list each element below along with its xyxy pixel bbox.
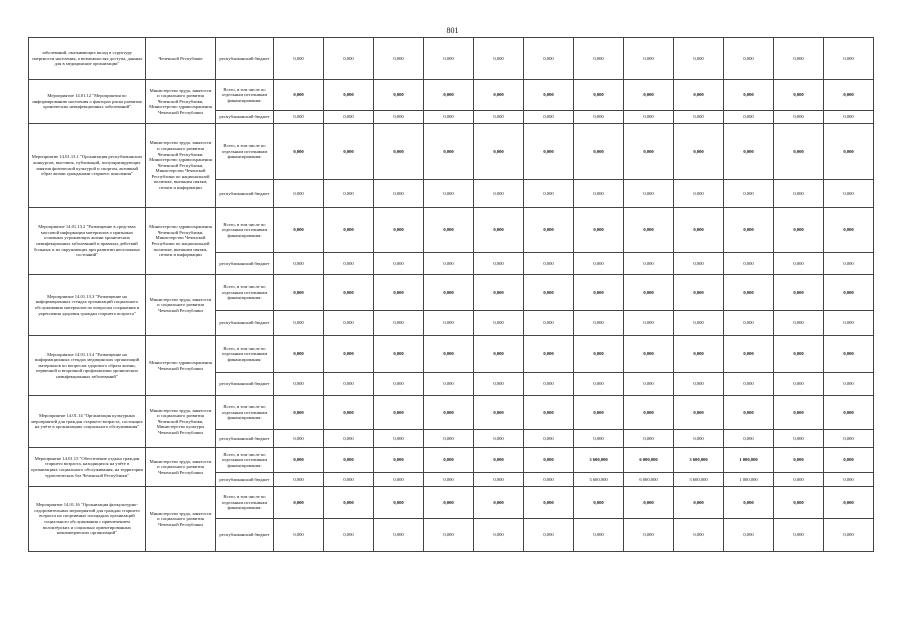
table-row [29, 38, 874, 80]
amount-cell: 0,000 [424, 275, 474, 311]
amount-cell: 0,000 [824, 336, 874, 373]
amount-cell: 0,000 [474, 80, 524, 111]
amount-cell: 0,000 [524, 275, 574, 311]
amount-cell: 0,000 [474, 373, 524, 396]
amount-cell: 0,000 [474, 519, 524, 552]
amount-cell: 0,000 [474, 336, 524, 373]
amount-cell: 0,000 [774, 253, 824, 275]
amount-cell: 0,000 [474, 275, 524, 311]
funding-source: республиканский бюджет [216, 373, 274, 396]
amount-cell: 0,000 [774, 336, 824, 373]
amount-cell: 0,000 [774, 80, 824, 111]
amount-cell: 0,000 [824, 124, 874, 180]
amount-cell: 0,000 [574, 80, 624, 111]
amount-cell: 0,000 [524, 208, 574, 253]
amount-cell: 0,000 [324, 373, 374, 396]
amount-cell: 0,000 [374, 38, 424, 80]
amount-cell: 0,000 [674, 487, 724, 519]
table-row [29, 487, 874, 519]
amount-cell: 0,000 [274, 80, 324, 111]
amount-cell: 0,000 [274, 180, 324, 208]
amount-cell: 0,000 [624, 275, 674, 311]
amount-cell: 0,000 [324, 253, 374, 275]
amount-cell: 0,000 [324, 396, 374, 430]
amount-cell: 0,000 [824, 275, 874, 311]
activity-description: Мероприятие 14.01.13.4 "Размещение на информационных стендах медицинских организаций материалов по вопросам здорового образа жизни, первичной и вторичной профилактики хронических неинфекционных заболеваний" [29, 336, 146, 396]
table-row [29, 80, 874, 111]
amount-cell: 0,000 [374, 396, 424, 430]
amount-cell: 0,000 [274, 275, 324, 311]
funding-source: республиканский бюджет [216, 519, 274, 552]
amount-cell: 0,000 [574, 311, 624, 336]
amount-cell: 0,000 [574, 38, 624, 80]
amount-cell: 0,000 [474, 253, 524, 275]
amount-cell: 0,000 [524, 487, 574, 519]
amount-cell: 0,000 [574, 253, 624, 275]
activity-description: заболеваний, оказывающих вклад в структуру смертности населения, а возможностях доступа, данных для в медицинские организации" [29, 38, 146, 80]
amount-cell: 0,000 [424, 111, 474, 124]
funding-source: республиканский бюджет [216, 180, 274, 208]
responsible-executor: Министерство труда, занятости и социального развития Чеченской Республики [146, 275, 216, 336]
amount-cell: 0,000 [624, 124, 674, 180]
amount-cell: 0,000 [424, 208, 474, 253]
amount-cell: 0,000 [274, 396, 324, 430]
responsible-executor: Министерство здравоохранения Чеченской Республики, Министерство Чеченской Республики по национальной политике, внешним связям, печати и информации [146, 208, 216, 275]
amount-cell: 0,000 [274, 373, 324, 396]
responsible-executor: Министерство труда, занятости и социального развития Чеченской Республики, Министерство здравоохранения Чеченской Республики [146, 80, 216, 124]
amount-cell: 0,000 [824, 253, 874, 275]
amount-cell: 0,000 [274, 311, 324, 336]
financing-table [28, 37, 874, 552]
amount-cell: 0,000 [824, 373, 874, 396]
amount-cell: 0,000 [724, 124, 774, 180]
responsible-executor: Министерство здравоохранения Чеченской Республики [146, 336, 216, 396]
amount-cell: 0,000 [424, 80, 474, 111]
amount-cell: 0,000 [824, 180, 874, 208]
funding-source: республиканский бюджет [216, 311, 274, 336]
amount-cell: 0,000 [324, 80, 374, 111]
responsible-executor: Министерство труда, занятости и социального развития Чеченской Республики, Министерство здравоохранения Чеченской Республики, Министерство Чеченской Республики по национальной политике, внешним связям, печати и информации [146, 124, 216, 208]
amount-cell: 0,000 [724, 111, 774, 124]
amount-cell: 0,000 [424, 519, 474, 552]
funding-source: Всего, в том числе по отдельным источникам финансирования: [216, 124, 274, 180]
page-number: 801 [446, 26, 459, 35]
amount-cell: 0,000 [574, 111, 624, 124]
amount-cell: 0,000 [624, 311, 674, 336]
amount-cell: 6 000,000 [624, 448, 674, 473]
table-row [29, 124, 874, 180]
amount-cell: 0,000 [724, 487, 774, 519]
amount-cell: 0,000 [474, 396, 524, 430]
table-row [29, 208, 874, 253]
activity-description: Мероприятие 14.01.13.3 "Размещение на информационных стендах организаций социального обслуживания материалов по вопросам сохранения и укрепления здоровья граждан старшего возраста" [29, 275, 146, 336]
amount-cell: 0,000 [824, 396, 874, 430]
funding-source: Всего, в том числе по отдельным источникам финансирования: [216, 448, 274, 473]
amount-cell: 0,000 [774, 473, 824, 487]
amount-cell: 0,000 [524, 38, 574, 80]
amount-cell: 1 000,000 [724, 448, 774, 473]
table-body [29, 38, 874, 552]
responsible-executor: Министерство труда, занятости и социального развития Чеченской Республики [146, 487, 216, 552]
amount-cell: 0,000 [774, 111, 824, 124]
amount-cell: 0,000 [674, 38, 724, 80]
amount-cell: 0,000 [474, 430, 524, 448]
amount-cell: 0,000 [324, 473, 374, 487]
amount-cell: 0,000 [574, 373, 624, 396]
activity-description: Мероприятие 14.01.13.2 "Размещение в средствах массовой информации материалов о признаках основных угрожающих жизни хронических неинфекционных заболеваний и правилах действий больных и их окружающих при развитии неотложных состояний" [29, 208, 146, 275]
amount-cell: 3 600,000 [574, 473, 624, 487]
amount-cell: 0,000 [374, 519, 424, 552]
amount-cell: 0,000 [274, 473, 324, 487]
amount-cell: 0,000 [674, 311, 724, 336]
amount-cell: 0,000 [574, 519, 624, 552]
amount-cell: 0,000 [724, 519, 774, 552]
responsible-executor: Чеченской Республике [146, 38, 216, 80]
amount-cell: 3 600,000 [574, 448, 624, 473]
amount-cell: 0,000 [274, 336, 324, 373]
funding-source: Всего, в том числе по отдельным источникам финансирования: [216, 336, 274, 373]
amount-cell: 0,000 [424, 373, 474, 396]
amount-cell: 0,000 [474, 208, 524, 253]
amount-cell: 0,000 [374, 473, 424, 487]
amount-cell: 0,000 [474, 487, 524, 519]
amount-cell: 0,000 [674, 208, 724, 253]
amount-cell: 0,000 [274, 430, 324, 448]
amount-cell: 0,000 [674, 111, 724, 124]
amount-cell: 0,000 [374, 430, 424, 448]
amount-cell: 0,000 [574, 180, 624, 208]
amount-cell: 0,000 [524, 519, 574, 552]
amount-cell: 0,000 [774, 275, 824, 311]
amount-cell: 0,000 [774, 38, 824, 80]
amount-cell: 0,000 [524, 448, 574, 473]
amount-cell: 0,000 [524, 111, 574, 124]
amount-cell: 0,000 [824, 487, 874, 519]
amount-cell: 0,000 [674, 373, 724, 396]
amount-cell: 0,000 [824, 519, 874, 552]
amount-cell: 0,000 [424, 311, 474, 336]
funding-source: республиканский бюджет [216, 430, 274, 448]
amount-cell: 0,000 [724, 80, 774, 111]
activity-description: Мероприятие 14.01.13.1 "Организация республиканских конкурсов, выставок, публикаций, популяризирующих занятия физической культурой и спортом, активный образ жизни гражданами старшего поколения" [29, 124, 146, 208]
amount-cell: 0,000 [374, 208, 424, 253]
amount-cell: 0,000 [624, 80, 674, 111]
amount-cell: 0,000 [824, 111, 874, 124]
funding-source: республиканский бюджет [216, 111, 274, 124]
amount-cell: 0,000 [474, 311, 524, 336]
activity-description: Мероприятие 14.01.12 "Мероприятия по информированию населения о факторах риска развития хронических неинфекционных заболеваний" [29, 80, 146, 124]
amount-cell: 0,000 [274, 487, 324, 519]
amount-cell: 0,000 [424, 473, 474, 487]
amount-cell: 0,000 [274, 253, 324, 275]
amount-cell: 0,000 [424, 487, 474, 519]
amount-cell: 0,000 [324, 208, 374, 253]
funding-source: республиканский бюджет [216, 38, 274, 80]
amount-cell: 0,000 [724, 336, 774, 373]
amount-cell: 0,000 [624, 373, 674, 396]
amount-cell: 0,000 [424, 124, 474, 180]
amount-cell: 0,000 [324, 487, 374, 519]
table-row [29, 396, 874, 430]
funding-source: Всего, в том числе по отдельным источникам финансирования: [216, 487, 274, 519]
amount-cell: 0,000 [674, 124, 724, 180]
amount-cell: 0,000 [524, 473, 574, 487]
amount-cell: 0,000 [574, 396, 624, 430]
funding-source: Всего, в том числе по отдельным источникам финансирования: [216, 275, 274, 311]
amount-cell: 0,000 [724, 275, 774, 311]
amount-cell: 0,000 [374, 448, 424, 473]
amount-cell: 0,000 [524, 80, 574, 111]
amount-cell: 0,000 [824, 473, 874, 487]
amount-cell: 0,000 [424, 336, 474, 373]
amount-cell: 0,000 [324, 111, 374, 124]
activity-description: Мероприятие 14.01.14 "Организация культурных мероприятий для граждан старшего возраста, состоящих на учёте в организациях социального обслуживания" [29, 396, 146, 448]
amount-cell: 0,000 [724, 311, 774, 336]
amount-cell: 0,000 [424, 253, 474, 275]
amount-cell: 0,000 [774, 519, 824, 552]
amount-cell: 0,000 [574, 336, 624, 373]
amount-cell: 0,000 [624, 111, 674, 124]
amount-cell: 0,000 [374, 373, 424, 396]
amount-cell: 0,000 [474, 124, 524, 180]
amount-cell: 0,000 [674, 396, 724, 430]
amount-cell: 0,000 [574, 430, 624, 448]
amount-cell: 0,000 [674, 430, 724, 448]
amount-cell: 0,000 [474, 111, 524, 124]
amount-cell: 0,000 [574, 487, 624, 519]
amount-cell: 0,000 [774, 430, 824, 448]
amount-cell: 0,000 [474, 448, 524, 473]
funding-source: республиканский бюджет [216, 473, 274, 487]
table-row [29, 336, 874, 373]
amount-cell: 0,000 [774, 487, 824, 519]
funding-source: Всего, в том числе по отдельным источникам финансирования: [216, 396, 274, 430]
amount-cell: 0,000 [374, 487, 424, 519]
responsible-executor: Министерство труда, занятости и социального развития Чеченской Республики, Министерство культуры Чеченской Республики [146, 396, 216, 448]
amount-cell: 0,000 [774, 373, 824, 396]
amount-cell: 0,000 [274, 38, 324, 80]
amount-cell: 0,000 [524, 336, 574, 373]
funding-source: республиканский бюджет [216, 253, 274, 275]
amount-cell: 0,000 [574, 124, 624, 180]
amount-cell: 0,000 [724, 373, 774, 396]
amount-cell: 1 000,000 [724, 473, 774, 487]
amount-cell: 0,000 [724, 38, 774, 80]
amount-cell: 0,000 [824, 448, 874, 473]
amount-cell: 0,000 [624, 253, 674, 275]
amount-cell: 0,000 [424, 396, 474, 430]
amount-cell: 0,000 [624, 208, 674, 253]
amount-cell: 0,000 [474, 180, 524, 208]
amount-cell: 0,000 [474, 38, 524, 80]
amount-cell: 0,000 [524, 124, 574, 180]
amount-cell: 0,000 [724, 208, 774, 253]
amount-cell: 0,000 [274, 448, 324, 473]
amount-cell: 0,000 [624, 180, 674, 208]
amount-cell: 0,000 [824, 430, 874, 448]
amount-cell: 0,000 [674, 275, 724, 311]
amount-cell: 0,000 [274, 111, 324, 124]
amount-cell: 6 000,000 [624, 473, 674, 487]
amount-cell: 0,000 [824, 208, 874, 253]
table-row [29, 448, 874, 473]
amount-cell: 0,000 [374, 275, 424, 311]
amount-cell: 0,000 [824, 38, 874, 80]
amount-cell: 0,000 [324, 336, 374, 373]
amount-cell: 0,000 [424, 430, 474, 448]
amount-cell: 0,000 [324, 38, 374, 80]
amount-cell: 0,000 [574, 208, 624, 253]
amount-cell: 0,000 [424, 38, 474, 80]
amount-cell: 0,000 [324, 180, 374, 208]
amount-cell: 0,000 [724, 396, 774, 430]
amount-cell: 0,000 [774, 208, 824, 253]
amount-cell: 0,000 [624, 519, 674, 552]
amount-cell: 0,000 [624, 38, 674, 80]
amount-cell: 0,000 [774, 396, 824, 430]
amount-cell: 0,000 [274, 124, 324, 180]
amount-cell: 3 600,000 [674, 448, 724, 473]
funding-source: Всего, в том числе по отдельным источникам финансирования: [216, 208, 274, 253]
amount-cell: 0,000 [374, 111, 424, 124]
activity-description: Мероприятие 14.01.15 "Обеспечение отдыха граждан старшего возраста, находящихся на учёте в организациях социального обслуживания, на территории туристических баз Чеченской Республики" [29, 448, 146, 487]
amount-cell: 0,000 [674, 180, 724, 208]
amount-cell: 0,000 [724, 180, 774, 208]
amount-cell: 0,000 [374, 253, 424, 275]
amount-cell: 0,000 [524, 430, 574, 448]
amount-cell: 0,000 [574, 275, 624, 311]
amount-cell: 0,000 [824, 311, 874, 336]
amount-cell: 0,000 [524, 180, 574, 208]
activity-description: Мероприятие 14.01.16 "Организация физкультурно-оздоровительных мероприятий для граждан старшего возраста на спортивных площадках организаций социального обслуживания с привлечением волонтёрских и социально ориентированных некоммерческих организаций" [29, 487, 146, 552]
amount-cell: 0,000 [674, 253, 724, 275]
amount-cell: 0,000 [524, 373, 574, 396]
amount-cell: 0,000 [774, 180, 824, 208]
amount-cell: 0,000 [324, 430, 374, 448]
amount-cell: 0,000 [724, 430, 774, 448]
table-row [29, 275, 874, 311]
amount-cell: 0,000 [374, 180, 424, 208]
amount-cell: 0,000 [324, 124, 374, 180]
amount-cell: 0,000 [374, 124, 424, 180]
amount-cell: 0,000 [774, 448, 824, 473]
amount-cell: 0,000 [324, 275, 374, 311]
amount-cell: 0,000 [324, 448, 374, 473]
amount-cell: 0,000 [474, 473, 524, 487]
amount-cell: 0,000 [424, 180, 474, 208]
amount-cell: 0,000 [274, 208, 324, 253]
amount-cell: 0,000 [774, 124, 824, 180]
amount-cell: 0,000 [674, 519, 724, 552]
amount-cell: 0,000 [624, 487, 674, 519]
funding-source: Всего, в том числе по отдельным источникам финансирования: [216, 80, 274, 111]
amount-cell: 0,000 [374, 311, 424, 336]
amount-cell: 0,000 [824, 80, 874, 111]
amount-cell: 0,000 [624, 336, 674, 373]
amount-cell: 0,000 [624, 396, 674, 430]
amount-cell: 0,000 [674, 80, 724, 111]
amount-cell: 0,000 [374, 80, 424, 111]
responsible-executor: Министерство труда, занятости и социального развития Чеченской Республики [146, 448, 216, 487]
amount-cell: 0,000 [324, 311, 374, 336]
amount-cell: 0,000 [674, 336, 724, 373]
amount-cell: 0,000 [724, 253, 774, 275]
amount-cell: 3 600,000 [674, 473, 724, 487]
amount-cell: 0,000 [424, 448, 474, 473]
amount-cell: 0,000 [624, 430, 674, 448]
amount-cell: 0,000 [324, 519, 374, 552]
amount-cell: 0,000 [274, 519, 324, 552]
amount-cell: 0,000 [774, 311, 824, 336]
amount-cell: 0,000 [374, 336, 424, 373]
amount-cell: 0,000 [524, 253, 574, 275]
amount-cell: 0,000 [524, 311, 574, 336]
amount-cell: 0,000 [524, 396, 574, 430]
